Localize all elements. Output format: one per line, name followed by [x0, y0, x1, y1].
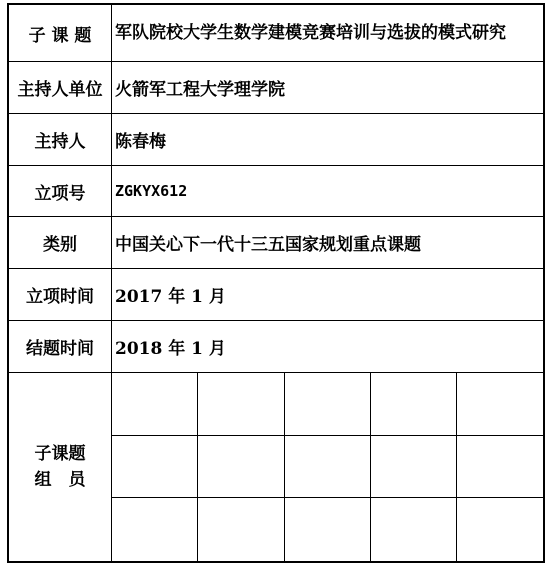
- member-cell: [371, 498, 456, 561]
- value-project-number: ZGKYX612: [115, 182, 188, 200]
- value-host: 陈春梅: [115, 132, 166, 152]
- label-end-time: 结题时间: [26, 339, 94, 359]
- label-members-line2: 组 员: [34, 470, 86, 490]
- member-cell: [285, 436, 370, 497]
- member-cell: [198, 373, 284, 435]
- member-cell: [112, 498, 197, 561]
- label-members: [9, 373, 111, 561]
- label-host-unit: 主持人单位: [17, 80, 103, 100]
- label-start-time: 立项时间: [26, 287, 94, 307]
- member-cell: [198, 436, 284, 497]
- table-right-border: [543, 3, 545, 563]
- label-members-line1: 子课题: [34, 444, 86, 464]
- member-cell: [285, 498, 370, 561]
- member-cell: [457, 498, 543, 561]
- member-cell: [112, 436, 197, 497]
- member-cell: [371, 373, 456, 435]
- member-cell: [457, 373, 543, 435]
- member-cell: [198, 498, 284, 561]
- value-end-time: 2018 年 1 月: [115, 339, 226, 359]
- label-sub-project: 子 课 题: [28, 25, 92, 46]
- label-host: 主持人: [34, 132, 86, 152]
- value-category: 中国关心下一代十三五国家规划重点课题: [115, 235, 421, 255]
- member-cell: [112, 373, 197, 435]
- table-bottom-border: [7, 561, 544, 563]
- value-sub-project: 军队院校大学生数学建模竞赛培训与选拔的模式研究: [115, 23, 506, 43]
- label-category: 类别: [43, 235, 77, 255]
- member-cell: [285, 373, 370, 435]
- value-start-time: 2017 年 1 月: [115, 287, 226, 307]
- member-cell: [457, 436, 543, 497]
- label-project-number: 立项号: [34, 183, 86, 204]
- value-host-unit: 火箭军工程大学理学院: [115, 80, 285, 100]
- member-cell: [371, 436, 456, 497]
